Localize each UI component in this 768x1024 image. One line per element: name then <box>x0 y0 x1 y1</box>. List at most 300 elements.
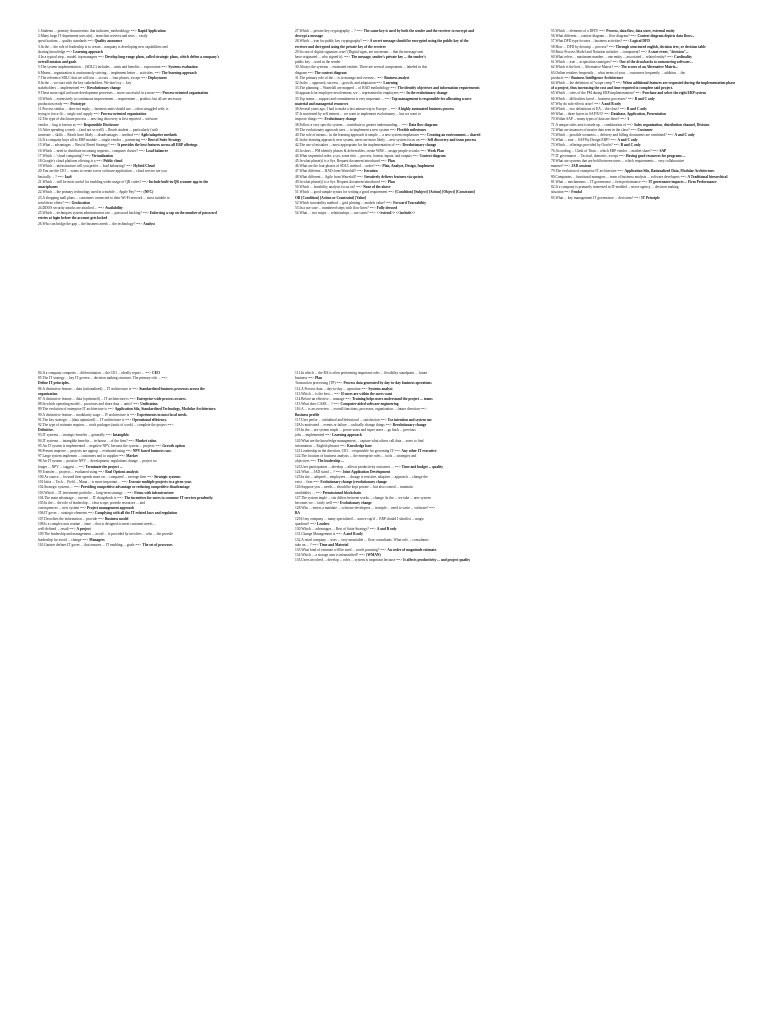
answer-text: Purchase and select the right ERP system <box>642 91 706 96</box>
question-text: 37.Is motivated by self interest ... we want to implement evolutionary ... but we want to <box>295 112 421 117</box>
question-text: 25.Which ... techniques system administrators use ... password hacking? ==> <box>38 211 150 216</box>
qa-line <box>551 81 737 91</box>
answer-text: Work Plan <box>427 148 445 153</box>
answer-text: Top management is responsible for allocating scarce material and managerial resources <box>295 96 472 106</box>
question-text: 67.Why do side effects arise? ==> <box>551 101 602 106</box>
question-text: 2.Many large IT department uses a(n)... team that reviews and tests ... vastly <box>38 34 148 39</box>
question-text: 110.Gartner defines IT gover ... that ensures ... IT enabling ... goals ==> <box>38 542 143 547</box>
question-text: 92.The type of estimate requires ... work packages (units of work) ... complete the project ==> <box>38 423 174 428</box>
answer-text: Training helps users understand the project ... teams <box>352 397 433 402</box>
answer-text: Develop long-range plans, called strategic plans, which define a company's overall mission and goals <box>38 55 220 65</box>
qa-line <box>295 558 481 563</box>
question-text: longer ... NPV ... suggest ... ==> <box>38 464 86 469</box>
text-column-4 <box>38 371 224 548</box>
question-text: becomes we ... fairly well ==> <box>295 501 340 506</box>
question-text: 112.A Process data ... day-to-day ... operation ==> <box>295 386 369 391</box>
answer-text: A project <box>76 527 91 532</box>
question-text: 24.DDOS security attacks are attacked ... ==> <box>38 205 106 210</box>
answer-text: SAP <box>659 148 667 153</box>
question-text: 108.Is a complex non routine ... time ... that is designed to meet customer needs ... <box>38 521 157 526</box>
answer-text: Public cloud <box>103 159 123 164</box>
question-text: 109.The leadership and management ... avoid ... is provided by involves ... who ... the provide <box>38 532 173 537</box>
answer-text: Learning approach <box>73 49 103 54</box>
question-text: 94.IT systems ... intangible benefits ... in-house ... of the firm? ==> <box>38 438 136 443</box>
answer-text: A start event, "decision"... <box>648 49 689 54</box>
answer-text: BA <box>295 511 300 516</box>
answer-text: Providing competitive advantage or reducing competitive disadvantage <box>80 485 190 490</box>
question-text: 62.Which is the best ... Alternative Matrix? ==> <box>551 65 621 70</box>
question-text: 44.What sequential order, a sys, some info ... process, format, inputs, and outputs ==> <box>295 153 420 158</box>
question-text: 76.According ... Clash of Titan ... which ERP vendor ... market share? ==> <box>551 148 660 153</box>
question-text: 91.The key strategic ... (data optimized) ... IT architecture is ==> <box>38 417 133 422</box>
question-text: 55.Which ... elements of a DFD? ==> <box>551 29 607 33</box>
answer-text: Availability <box>105 205 123 210</box>
question-text: 83.What ... key management IT governance ... decisions? ==> <box>551 195 642 200</box>
answer-text: Process data generated by day-to-day business operations <box>343 381 432 386</box>
answer-text: Knowledge base <box>347 443 372 448</box>
question-text: 134.Which ... a storage area is mismatched? ==> <box>295 553 367 558</box>
answer-text: The message, sender's private key ... the sender's <box>351 55 426 60</box>
answer-text: If users are within the users want <box>341 391 393 396</box>
answer-text: Computer-aided software engineering <box>340 402 399 407</box>
answer-text: Revolutionary change <box>392 423 427 428</box>
answer-text: Intangible. <box>112 433 130 438</box>
qa-line <box>295 211 481 216</box>
question-text: manner? ==> <box>551 164 572 169</box>
answer-text: Logical DFD <box>630 39 650 44</box>
answer-text: Process-oriented organization <box>100 112 147 117</box>
question-text: stakeholders ... implemented ==> <box>38 86 88 91</box>
answer-text: The leadership ... <box>317 459 344 464</box>
answer-text: (NFC) <box>143 190 154 195</box>
answer-text: Plan <box>315 376 323 381</box>
answer-text: Geolocation <box>71 200 90 205</box>
answer-text: Application Silo, Standardized Technology, Modular Architecture. <box>114 407 217 412</box>
question-text: Transaction processing (TP) ==> <box>295 381 344 386</box>
question-text: have originated ... who signed it). ==> <box>295 55 352 60</box>
question-text: 33.The planning ... Waterfall are mapped ... of RAD methodology ==> <box>295 86 398 91</box>
answer-text: Execute multiple projects to a given year. <box>128 480 192 485</box>
answer-text: In the evolutionary change <box>406 91 448 96</box>
question-text: 48.What different ... Agile from Waterfall? ==> <box>295 174 365 179</box>
answer-text: Strategic systems <box>154 475 181 480</box>
answer-text: Fully dressed <box>376 205 398 210</box>
answer-text: Agile/adaptive methods <box>140 133 177 138</box>
question-text: diagram ==> <box>295 70 315 75</box>
question-text: 100.As source ... focused firm spends more on ... compared ... average firm ==> <box>38 475 155 480</box>
question-text: public key ... used in the sender <box>295 60 341 65</box>
answer-text: Self discovery and team process <box>427 138 477 143</box>
answer-text: Having good resources for programs ... <box>625 153 686 158</box>
question-text: 28.Which ... true for public key cryptography? ==> <box>295 39 370 44</box>
answer-text: A highly automated business process <box>397 107 454 112</box>
answer-text: Virtualization <box>91 153 114 158</box>
answer-text: Leaders <box>317 521 330 526</box>
question-text: 86.A distinctive feature ... data (rationalized) ... IT architecture is ==> <box>38 386 140 391</box>
question-text: 102.Strategic systems ... ==> <box>38 485 81 490</box>
question-text: 56.What different ... context diagram ... flow diagram? ==> <box>551 34 638 39</box>
question-text: 84.If a company competes ... differentiation ... the CIO ... ideally report ... ==> <box>38 371 153 375</box>
answer-text: Joint Application Development <box>342 469 391 474</box>
question-text: 29.In case of digital signature, true? (Digital signs, are not meant ... that the message sent <box>295 49 424 54</box>
answer-text: Experiments in most local needs. <box>137 412 188 417</box>
qa-line <box>38 222 224 227</box>
question-text: 60.What refers ... maximum number ... one entity ... associated ... related entity? ==> <box>551 55 675 60</box>
answer-text: A and B only <box>376 527 397 532</box>
question-text: 129.If my company ... many specialized ... source cap'd ... ERP should I shortlist ... magic <box>295 516 425 521</box>
answer-text: Firms with infrastructure <box>134 490 174 495</box>
question-text: 23.A shopping mall plans ... customers connected to their Wi-Fi network ... most suitable to <box>38 195 170 200</box>
question-text: 119.In the ... are system imple ... power users and super users ... go back ... previous <box>295 428 416 433</box>
answer-text: Feudal <box>571 190 582 195</box>
answer-text: Plan <box>387 179 395 184</box>
question-text: 95.An IT system is implemented ... negative NPV, because the system ... projects ==> <box>38 443 163 448</box>
question-text: 115.What does CASE ... ? ==> <box>295 402 341 407</box>
question-text: 50.Which ... feasibility analysis focus on? ==> <box>295 185 364 190</box>
answer-text: A secret message should be encrypted using the public key of the receiver and decrypted using the private key of the receiver <box>295 39 469 49</box>
answer-text: Any other IT executive <box>401 449 437 454</box>
answer-text: IT Principle <box>641 195 660 200</box>
question-text: 114.Before an effective ... manage ==> <box>295 397 353 402</box>
question-text: 20.You are the CIO ... wants to create a new software application ... cloud service are you <box>38 169 167 174</box>
answer-text: Market <box>126 454 138 459</box>
question-text: 75.Which ... offerings provided by Oracle? ==> <box>551 143 621 148</box>
answer-text: A and B only <box>343 532 363 537</box>
question-text: 18.Google's cloud platform offering is a ==> <box>38 159 104 164</box>
answer-text: Data flow diagram <box>408 122 438 127</box>
answer-text: It provides the best features across all ERP offerings <box>117 143 198 148</box>
answer-text: Learning <box>383 81 398 86</box>
answer-text: Process-oriented organization <box>162 91 209 96</box>
question-text: 106.IT gover ... strategic elements ==> <box>38 511 95 516</box>
answer-text: When additional features are requested during the implementation phase of a project, thus increasing the cost and time required to complete said project. <box>551 81 736 91</box>
answer-text: Evolutionary change (revolutionary change <box>320 480 387 485</box>
answer-text: Define IT principles. <box>38 381 70 386</box>
answer-text: Include built-in QR scanner app in the smartphones <box>38 179 209 190</box>
question-text: 39.The evolutionary approach uses ... to implement a new system ==> <box>295 127 397 132</box>
qa-line <box>38 387 224 397</box>
question-text: situation ==> <box>551 190 572 195</box>
answer-text: Context diagram <box>419 153 446 158</box>
question-text: 38.Follow a very specific system ... contribute to greater understanding ... ==> <box>295 122 409 127</box>
answer-text: Business Intelligence Architecture <box>571 75 624 80</box>
answer-text: Database, Application, Presentation <box>611 112 666 117</box>
question-text: 71.A unique sales area is made up ... combination of ==> <box>551 122 635 127</box>
qa-line <box>38 180 224 190</box>
answer-text: Plan <box>387 159 395 164</box>
question-text: 16.Which ... need to distribute incoming requests... computer cluster? ==> <box>38 148 146 153</box>
question-text: 130.Which ... advantages ... Best of Suite Strategy? ==> <box>295 527 377 532</box>
question-text: 32.In the ... approach, success ... growth, and adaptation ==> <box>295 81 384 86</box>
question-text: 52.Which traceability method ... grid plotting ... models value? ==> <box>295 200 394 205</box>
answer-text: B and C only <box>626 107 647 112</box>
answer-text: The context diagram <box>314 70 347 75</box>
question-text: 45.In what phase(s) is a Sys. Request document introduced ==> <box>295 159 388 164</box>
question-text: 116.A ... is an overview ... overall functions, processes, organization ... future direction ==> <box>295 407 427 412</box>
question-text: 54.What ... two major ... relationships ... use cases? ==> <box>295 211 377 216</box>
question-text: 66.Which ... difficulties faced ... business processes? ==> <box>551 96 635 101</box>
answer-text: It affects productivity ... and project quality <box>403 558 471 563</box>
question-text: leadership for avoid ... change ==> <box>38 537 90 542</box>
answer-text: The identify objectives and information requirements <box>397 86 480 91</box>
answer-text: CEO <box>152 371 160 375</box>
question-text: 74.What ... true ... SAP By Design ERP? ==> <box>551 138 618 143</box>
answer-text: Context diagram depicts data flows... <box>637 34 695 39</box>
question-text: 43.In short ... PM identify phases & deliverables, create WBS ... assign people to tasks ==> <box>295 148 428 153</box>
answer-text: Revolutionary change <box>402 143 437 148</box>
answer-text: The learning approach <box>161 70 197 75</box>
question-text: jobs ... implemented ==> <box>295 433 333 438</box>
question-text: 63.Online retailers frequently ... what terms of your ... customers frequently ... addition ... the <box>551 70 686 75</box>
answer-text: Plan, Analyze, Design, Implement <box>382 164 435 169</box>
answer-text: Systems analyst <box>368 386 393 391</box>
question-text: well-defined ... result ==> <box>38 527 77 532</box>
question-text: 4.In a typical step... model, top managers ==> <box>38 55 106 60</box>
answer-text: 3 <box>627 117 630 122</box>
qa-line <box>38 55 224 65</box>
answer-text: A and C only <box>674 133 695 138</box>
question-text: take on ... ? ==> <box>295 542 320 547</box>
question-text: 15.What ... advantages ... Best of Breed Strategy? ==> <box>38 143 118 148</box>
answer-text: Evolutionary change <box>324 117 357 122</box>
answer-text: B and C only <box>620 143 641 148</box>
question-text: 9.These more rigid software development processes ... more successful in a more ==> <box>38 91 163 96</box>
answer-text: Responsible Disclosure <box>83 122 119 127</box>
answer-text: Process, data flow, data store, external entity <box>606 29 675 33</box>
question-text: sharing knowledge ==> <box>38 49 74 54</box>
question-text: availability ... ==> <box>295 490 323 495</box>
answer-text: Cardinality <box>674 55 692 60</box>
question-text: 82.If a company is primarily interested in IT-enabled ... move agency ... decision making <box>551 185 679 190</box>
text-column-2 <box>295 29 481 216</box>
answer-text: Creating an environment ... shared <box>426 133 481 138</box>
question-text: 58.How ... DFD by decomp ... process? ==> <box>551 44 616 49</box>
question-text: specifications ... quality standards ==> <box>38 39 95 44</box>
answer-text: Use intention and system use <box>387 417 432 422</box>
text-column-1 <box>38 29 224 227</box>
answer-text: Rapid Application <box>137 29 166 33</box>
question-text: 121.Leadership in the direction, CIO ... responsible for governing IT ==> <box>295 449 402 454</box>
qa-line <box>38 543 224 548</box>
answer-text: Permissioned blockchain <box>322 490 361 495</box>
answer-text: Deployment <box>148 75 167 80</box>
question-text: 7.The reference SDLC that we will use ... occurs ... four phases, except ==> <box>38 75 149 80</box>
question-text: 123.User participation ... develop ... affects productivity outcomes ... ==> <box>295 464 402 469</box>
answer-text: Sales organization, distribution channel, Division <box>634 122 710 127</box>
answer-text: Terminate the project ... <box>85 464 123 469</box>
answer-text: An order of magnitude estimate. <box>387 547 437 552</box>
question-text: trying to force fit ... single tool supply ==> <box>38 112 101 117</box>
answer-text: Time and Material <box>319 542 349 547</box>
question-text: 8.In the ... we start with the key stakeholders. We don't try ... key <box>38 81 132 86</box>
qa-line <box>295 39 481 49</box>
answer-text: Operational efficiency. <box>132 417 167 422</box>
answer-text: Real Options analysis <box>105 469 139 474</box>
question-text: information ... English phrases ==> <box>295 443 347 448</box>
question-text: 135.Users involved ... develop ... roles ... system is important because ==> <box>295 558 404 563</box>
question-text: 113.Which ... is the best ... ==> <box>295 391 342 396</box>
answer-text: The set of processes <box>142 542 173 547</box>
answer-text: Unification. <box>140 402 159 407</box>
question-text: improve things ==> <box>295 117 325 122</box>
question-text: 1.Students ... primary characteristic that indicates_methodology ==> <box>38 29 138 33</box>
question-text: quadrant? ==> <box>295 521 318 526</box>
answer-text: JAD sessions <box>571 164 592 169</box>
question-text: 13.After spending a week ... (and not so well) ... Reach student ... particularly (with <box>38 127 158 132</box>
answer-text: Enterprise-wide process owners. <box>136 397 187 402</box>
question-text: 101.Infra ... Tech ... Field ... Mana ... is more important ... ==> <box>38 480 129 485</box>
question-text: 125.In the ... adopted ... employees ... change is resistive, adaptive ... approach ... change the <box>295 475 428 480</box>
question-text: 69.What ... three layers in SAP R/3? ==> <box>551 112 612 117</box>
question-text: 89.The evolution of enterprise IT architecture is ==> <box>38 407 115 412</box>
answer-text: Best of Suite Strategy <box>148 138 182 143</box>
question-text: 26.Who can bridge the gap ... the business needs ... the technology? ==> <box>38 221 144 226</box>
question-text: someone ... skills ... Reach have likely ... disadvantages ... method ==> <box>38 133 141 138</box>
question-text: 133.What kind of estimate will be used ... worth pursuing? ==> <box>295 547 388 552</box>
question-text: 21.Which ... will be most useful for enabling wider usage of QR codes? ==> <box>38 179 149 184</box>
question-text: 93.IT systems ... strategic benefits ... generally ==> <box>38 433 113 438</box>
answer-text: IT governance impacts ... Firm Performance <box>648 179 717 184</box>
question-text: 17.Which ... 'cloud computing'? ==> <box>38 153 92 158</box>
question-text: 88.In which operating model ... processes and share data ... units? ==> <box>38 402 141 407</box>
qa-line <box>551 196 737 201</box>
question-text: 5.The system implementation ... (SDLC) includes ... units and benefits ... expectation ==> <box>38 65 169 70</box>
question-text: 87.A distinctive feature ... data (optimized) ... IT architecture is ==> <box>38 397 137 402</box>
question-text: 96.Present improve ... projects are approp ... evaluated using ==> <box>38 449 133 454</box>
question-text: 132.A retail company ... uses ... very unsuitable ... floor consultants. What role ... consultants <box>295 537 429 542</box>
question-text: exist ... firm ==> <box>295 480 321 485</box>
answer-text: Systems evaluation <box>168 65 198 70</box>
answer-text: Through structured english, decision tree, or decision table <box>615 44 706 49</box>
answer-text: Definitive. <box>38 428 54 433</box>
answer-text: [Condition] [Subject] [Action] [Object] [Constraint] OR [Condition] [Action or Constraint] [Value] <box>295 190 475 200</box>
question-text: 117.User perfor ... attitudinal and behavioral ... satisfaction ==> <box>295 417 388 422</box>
question-text: 104.The main advantage ... current ... IT chargeback is ==> <box>38 495 125 500</box>
question-text: 30.Always the systems ... estimated entities. There are several components ... labeled in this <box>295 65 427 70</box>
qa-line <box>38 211 224 221</box>
answer-text: Quality assurance <box>94 39 123 44</box>
question-text: 124.What ... JAD stand ... ? ==> <box>295 469 343 474</box>
answer-text: Learning approach <box>332 433 362 438</box>
question-text: 41.In the learning approach, new system, users are more likely ... new system focus on ==> <box>295 138 428 143</box>
answer-text: Complying with all the IT related laws and regulation <box>94 511 178 516</box>
question-text: 12.The type of disclosure process ... new bug discovery is first reported ... software <box>38 117 158 122</box>
question-text: 27.Which ... private key cryptography ... ? ==> <box>295 29 364 33</box>
question-text: 57.What DFD type focuses ... business activities? ==> <box>551 39 631 44</box>
answer-text: The same key is used by both the sender and the receiver to encrypt and decrypt a message <box>295 29 474 39</box>
question-text: send these offers? ==> <box>38 200 72 205</box>
answer-text: The scores of an Alternative Matrix... <box>620 65 679 70</box>
answer-text: Standardized business processes across the organization <box>38 386 205 396</box>
question-text: 36.Several years ago, I had to make a last minute trip to Europe ... ==> <box>295 107 398 112</box>
answer-text: A and C only <box>617 138 638 143</box>
question-text: 11.Process similar ... does not imply ... business units should use ... often struggled with, is <box>38 107 169 112</box>
question-text: 49.In what phase(s) is a Sys. Request document introduced ==> <box>295 179 388 184</box>
question-text: 99.Transfer ... projects ... evaluated using ==> <box>38 469 106 474</box>
question-text: 105.In the ... the role of leadership ... clear scope, provide resources ... and <box>38 501 145 506</box>
answer-text: Growth option <box>162 443 185 448</box>
answer-text: The incentives for users to consume IT services prudently. <box>124 495 214 500</box>
question-text: 40.The role of means... in the learning approach is simple ... a new system emphasizes ==> <box>295 133 427 138</box>
answer-text: Enforcing a cap on the number of password retries at login before the account gets locked <box>38 211 217 221</box>
question-text: 35.Top teams ... support and commitment is very important ... ==> <box>295 96 392 101</box>
answer-text: Project management approach <box>87 506 135 511</box>
answer-text: Revolutionary change <box>87 86 121 91</box>
answer-text: IaaS <box>64 174 72 179</box>
question-text: 53.In a use case ... numbered steps with flow lines? ==> <box>295 205 377 210</box>
answer-text: B and C only <box>634 96 655 101</box>
question-text: 107.Describes the information ... provide ==> <box>38 516 105 521</box>
question-text: 111.In which ... the RA is often performing important roles ... flexibility standpoint ... future <box>295 371 428 375</box>
question-text: 98.An IT system ... positive NPV ... development, regulations change ... project no <box>38 459 157 464</box>
answer-text: NPV based business case. <box>132 449 172 454</box>
question-text: products ==> <box>551 75 572 80</box>
answer-text: Time and budget ... quality <box>401 464 443 469</box>
question-text: 10.Which ... extensively to continuous improvement ... requirement ... product, but all are necessary <box>38 96 182 101</box>
answer-text: A and B only <box>601 101 622 106</box>
question-text: 3.In the ... the role of leadership is to create... company is developing new capabilities and <box>38 44 168 49</box>
question-text: 72.What are instances of master data seen in the class? ==> <box>551 127 638 132</box>
qa-line <box>295 97 481 107</box>
question-text: consequences ... new system ==> <box>38 506 87 511</box>
answer-text: None of the above <box>363 185 391 190</box>
question-text: 46.What are the four phases of SDLC method ... order? ==> <box>295 164 383 169</box>
question-text: 51.Which ... good sample syntax for writing a good requirement ==> <box>295 190 396 195</box>
question-text: 61.Which ... true ... acquisition strategies? ==> <box>551 60 620 65</box>
answer-text: Hybrid Cloud <box>133 164 155 169</box>
question-text: 80.Companies ... functional managers ... team of business analysts ... software developers ==> <box>551 174 688 179</box>
question-text: 128.Who ... enters a mandate ... software developers ... in imple ... need to write ... software? ==> <box>295 506 436 511</box>
question-text: 81.What ... mechanisms ... IT governance ... firm performance ==> <box>551 179 649 184</box>
question-text: 59.Basic Process Model and Notation includes ... component? ==> <box>551 49 649 54</box>
question-text: 131.Change Management is ==> <box>295 532 344 537</box>
answer-text: One of the drawbacks to outsourcing software... <box>619 60 693 65</box>
question-text: objectives ==> <box>295 459 318 464</box>
answer-text: <<extend>> <<include>> <box>376 211 416 216</box>
question-text: 79.The evolution of enterprise IT architecture ==> <box>551 169 625 174</box>
question-text: 97.Large system implemen ... customers and to supplier ==> <box>38 454 127 459</box>
question-text: 122.The location of business analysts ... the enterprise roles ... tools ... strategies and <box>295 454 417 459</box>
question-text: 127.The system imple ... sits differs between works ... change. In the ... we take ... new system <box>295 495 431 500</box>
answer-text: Flexible milestones <box>397 127 427 132</box>
question-text: basically ... ? ==> <box>38 174 65 179</box>
question-text: production ready ==> <box>38 101 71 106</box>
answer-text: Analyst <box>143 221 155 226</box>
answer-text: Load balancer <box>145 148 169 153</box>
answer-text: Prototype <box>70 101 86 106</box>
question-text: 19.Which ... infrastructure will you prefer ... load balancing? ==> <box>38 164 134 169</box>
question-text: 120.What are the knowledge management ... capture what others call data ... users to find <box>295 438 424 443</box>
text-column-3 <box>551 29 737 201</box>
question-text: 68.Which ... two definitions of EA ... the class? ==> <box>551 107 627 112</box>
answer-text: Iteratively delivers features via sprints <box>364 174 424 179</box>
question-text: business ==> <box>295 376 316 381</box>
answer-text: Evolutionary change <box>339 501 372 506</box>
answer-text: Iteration <box>364 169 378 174</box>
answer-text: (WMAN) <box>366 553 381 558</box>
question-text: 90.A distinctive feature ... modularity stage ... IT architecture is ==> <box>38 412 138 417</box>
question-text: 6.Means... organization is continuously striving ... implement better ... activities. ==> <box>38 70 162 75</box>
question-text: 70.Within SAP ... many types of data are there? ==> <box>551 117 628 122</box>
question-text: 42.The use of mistakes ... most appropriate for the implementation of ==> <box>295 143 403 148</box>
question-text: 103.Which ... IT investment portfolio ... long-term strategy ... ==> <box>38 490 135 495</box>
answer-text: Business profile <box>295 412 320 417</box>
answer-text: Market value. <box>135 438 158 443</box>
question-text: 77.IT governance ... Tactical, domestic, except ==> <box>551 153 626 158</box>
text-column-5 <box>295 371 481 564</box>
question-text: 85.The IT strategy ... key IT govern ... decision making structure. The primary role ... ==> <box>38 376 168 381</box>
question-text: vendor ... bug is known as ==> <box>38 122 84 127</box>
